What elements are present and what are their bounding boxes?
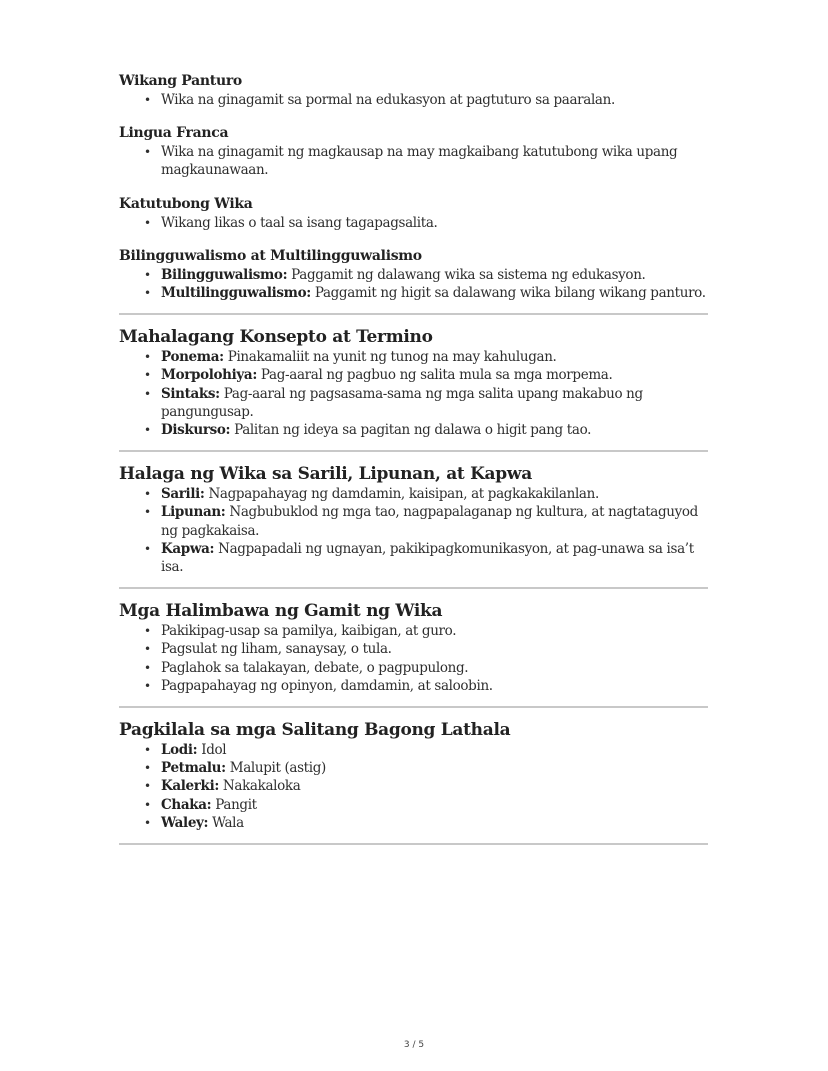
section-title: Halaga ng Wika sa Sarili, Lipunan, at Kapwa bbox=[119, 464, 532, 485]
bullet-icon: • bbox=[144, 678, 151, 693]
bullet-icon: • bbox=[144, 386, 151, 401]
page-indicator: 3 / 5 bbox=[403, 1040, 425, 1050]
list-item bbox=[144, 284, 708, 302]
item-text: Palitan ng ideya sa pagitan ng dalawa o higit pang tao. bbox=[230, 422, 592, 439]
list-item bbox=[144, 796, 708, 814]
list-item bbox=[144, 659, 708, 677]
item-text: Pag-aaral ng pagbuo ng salita mula sa mga morpema. bbox=[256, 367, 613, 384]
bullet-icon: • bbox=[144, 779, 151, 794]
bullet-icon: • bbox=[144, 368, 151, 383]
bullet-icon: • bbox=[144, 350, 151, 365]
bullet-list bbox=[119, 622, 708, 695]
item-text: Pinakamaliit na yunit ng tunog na may kahulugan. bbox=[223, 349, 557, 366]
item-term: Kalerki: bbox=[161, 778, 219, 795]
bullet-list bbox=[119, 741, 708, 832]
list-item bbox=[144, 540, 708, 576]
item-term: Diskurso: bbox=[161, 422, 231, 439]
item-term: Lodi: bbox=[161, 742, 198, 759]
bullet-icon: • bbox=[144, 797, 151, 812]
item-term: Ponema: bbox=[161, 349, 224, 366]
bullet-icon: • bbox=[144, 487, 151, 502]
item-term: Kapwa: bbox=[161, 540, 215, 557]
list-item bbox=[144, 143, 708, 179]
item-text: Paggamit ng dalawang wika sa sistema ng edukasyon. bbox=[287, 266, 646, 283]
document-page bbox=[119, 72, 708, 845]
section-title: Mahalagang Konsepto at Termino bbox=[119, 327, 433, 348]
list-item bbox=[144, 503, 708, 539]
item-text: Wikang likas o taal sa isang tagapagsalita. bbox=[161, 214, 438, 231]
item-text: Paglahok sa talakayan, debate, o pagpupulong. bbox=[161, 659, 469, 676]
bullet-icon: • bbox=[144, 145, 151, 160]
bullet-icon: • bbox=[144, 642, 151, 657]
bullet-icon: • bbox=[144, 423, 151, 438]
bullet-icon: • bbox=[144, 267, 151, 282]
bullet-list bbox=[119, 348, 708, 439]
item-text: Paggamit ng higit sa dalawang wika bilang wikang panturo. bbox=[310, 285, 706, 302]
item-text: Nagbubuklod ng mga tao, nagpapalaganap ng kultura, at nagtataguyod ng pagkakaisa. bbox=[161, 504, 698, 539]
list-item bbox=[144, 421, 708, 439]
item-term: Bilingguwalismo: bbox=[161, 266, 288, 283]
item-text: Nakakaloka bbox=[218, 778, 301, 795]
bullet-icon: • bbox=[144, 761, 151, 776]
item-text: Pagpapahayag ng opinyon, damdamin, at saloobin. bbox=[161, 677, 493, 694]
list-item bbox=[144, 640, 708, 658]
item-text: Pagsulat ng liham, sanaysay, o tula. bbox=[161, 641, 392, 658]
bullet-icon: • bbox=[144, 624, 151, 639]
item-text: Wika na ginagamit sa pormal na edukasyon at pagtuturo sa paaralan. bbox=[161, 92, 615, 108]
item-text: Pag-aaral ng pagsasama-sama ng mga salita upang makabuo ng pangungusap. bbox=[161, 385, 643, 420]
bullet-icon: • bbox=[144, 215, 151, 230]
list-item bbox=[144, 385, 708, 421]
subsection-title: Wikang Panturo bbox=[119, 73, 242, 89]
bullet-icon: • bbox=[144, 660, 151, 675]
bullet-list bbox=[119, 143, 708, 179]
list-item bbox=[144, 214, 708, 232]
bullet-list bbox=[119, 91, 708, 109]
item-term: Lipunan: bbox=[161, 504, 226, 521]
bullet-icon: • bbox=[144, 286, 151, 301]
item-term: Multilingguwalismo: bbox=[161, 285, 311, 302]
list-item bbox=[144, 366, 708, 384]
list-item bbox=[144, 814, 708, 832]
item-term: Morpolohiya: bbox=[161, 367, 257, 384]
bullet-list bbox=[119, 214, 708, 232]
item-term: Chaka: bbox=[161, 796, 212, 813]
list-item bbox=[144, 741, 708, 759]
item-text: Pangit bbox=[211, 796, 257, 813]
item-text: Malupit (astig) bbox=[225, 760, 326, 777]
list-item bbox=[144, 348, 708, 366]
subsection-title: Bilingguwalismo at Multilingguwalismo bbox=[119, 247, 422, 264]
item-text: Nagpapadali ng ugnayan, pakikipagkomunikasyon, at pag-unawa sa isa’t isa. bbox=[161, 540, 694, 576]
bullet-icon: • bbox=[144, 93, 151, 107]
item-text: Pakikipag-usap sa pamilya, kaibigan, at guro. bbox=[161, 623, 457, 640]
list-item bbox=[144, 622, 708, 640]
bullet-icon: • bbox=[144, 541, 151, 556]
item-term: Sarili: bbox=[161, 486, 205, 503]
item-text: Nagpapahayag ng damdamin, kaisipan, at pagkakakilanlan. bbox=[204, 486, 599, 503]
item-text: Idol bbox=[197, 742, 227, 759]
bullet-icon: • bbox=[144, 743, 151, 758]
bullet-icon: • bbox=[144, 505, 151, 520]
subsection-title: Katutubong Wika bbox=[119, 195, 253, 212]
bullet-icon: • bbox=[144, 815, 151, 830]
bullet-list bbox=[119, 266, 708, 302]
subsection-title: Lingua Franca bbox=[119, 125, 229, 142]
list-item bbox=[144, 91, 708, 109]
item-text: Wika na ginagamit ng magkausap na may magkaibang katutubong wika upang magkaunawaan. bbox=[161, 144, 678, 179]
section-title: Mga Halimbawa ng Gamit ng Wika bbox=[119, 601, 443, 622]
list-item bbox=[144, 759, 708, 777]
section-title: Pagkilala sa mga Salitang Bagong Lathala bbox=[119, 720, 511, 741]
bullet-list bbox=[119, 485, 708, 576]
section-divider bbox=[119, 843, 708, 845]
item-term: Petmalu: bbox=[161, 760, 226, 777]
list-item bbox=[144, 266, 708, 284]
list-item bbox=[144, 777, 708, 795]
item-text: Wala bbox=[208, 814, 244, 831]
item-term: Sintaks: bbox=[161, 385, 220, 402]
item-term: Waley: bbox=[161, 814, 209, 831]
list-item bbox=[144, 677, 708, 695]
list-item bbox=[144, 485, 708, 503]
